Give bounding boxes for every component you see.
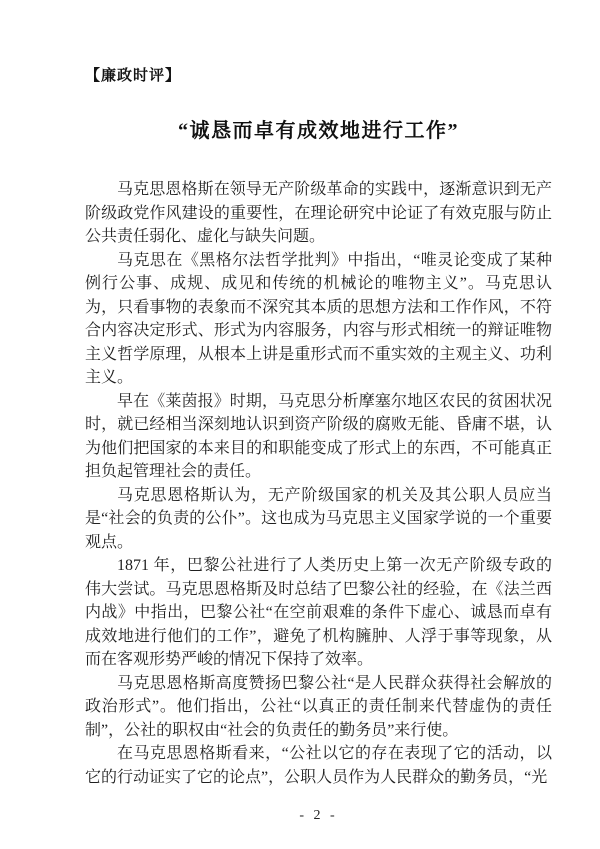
article-title: “诚恳而卓有成效地进行工作” [178,120,459,142]
paragraph: 早在《莱茵报》时期，马克思分析摩塞尔地区农民的贫困状况时，就已经相当深刻地认识到资产阶级的腐败无能、昏庸不堪，认为他们把国家的本来目的和职能变成了形式上的东西，不可能真正担负起管理社会的责任。 [85,392,552,480]
paragraph: 马克思恩格斯高度赞扬巴黎公社“是人民群众获得社会解放的政治形式”。他们指出，公社“以真正的责任制来代替虚伪的责任制”，公社的职权由“社会的负责任的勤务员”来行使。 [85,674,552,739]
article-body [85,178,552,789]
paragraph: 1871 年，巴黎公社进行了人类历史上第一次无产阶级专政的伟大尝试。马克思恩格斯及时总结了巴黎公社的经验，在《法兰西内战》中指出，巴黎公社“在空前艰难的条件下虚心、诚恳而卓有成效地进行他们的工作”，避免了机构臃肿、人浮于事等现象，从而在客观形势严峻的情况下保持了效率。 [85,557,552,668]
page-number: - 2 - [299,808,338,823]
paragraph: 在马克思恩格斯看来，“公社以它的存在表现了它的活动，以它的行动证实了它的论点”，公职人员作为人民群众的勤务员，“光 [85,745,552,786]
paragraph: 马克思恩格斯认为，无产阶级国家的机关及其公职人员应当是“社会的负责的公仆”。这也成为马克思主义国家学说的一个重要观点。 [85,486,552,551]
column-header: 【廉政时评】 [85,68,182,84]
paragraph: 马克思在《黑格尔法哲学批判》中指出，“唯灵论变成了某种例行公事、成规、成见和传统的机械论的唯物主义”。马克思认为，只看事物的表象而不深究其本质的思想方法和工作作风，不符合内容决定形式、形式为内容服务，内容与形式相统一的辩证唯物主义哲学原理，从根本上讲是重形式而不重实效的主观主义、功利主义。 [85,251,552,386]
paragraph: 马克思恩格斯在领导无产阶级革命的实践中，逐渐意识到无产阶级政党作风建设的重要性，在理论研究中论证了有效克服与防止公共责任弱化、虚化与缺失问题。 [85,181,552,245]
